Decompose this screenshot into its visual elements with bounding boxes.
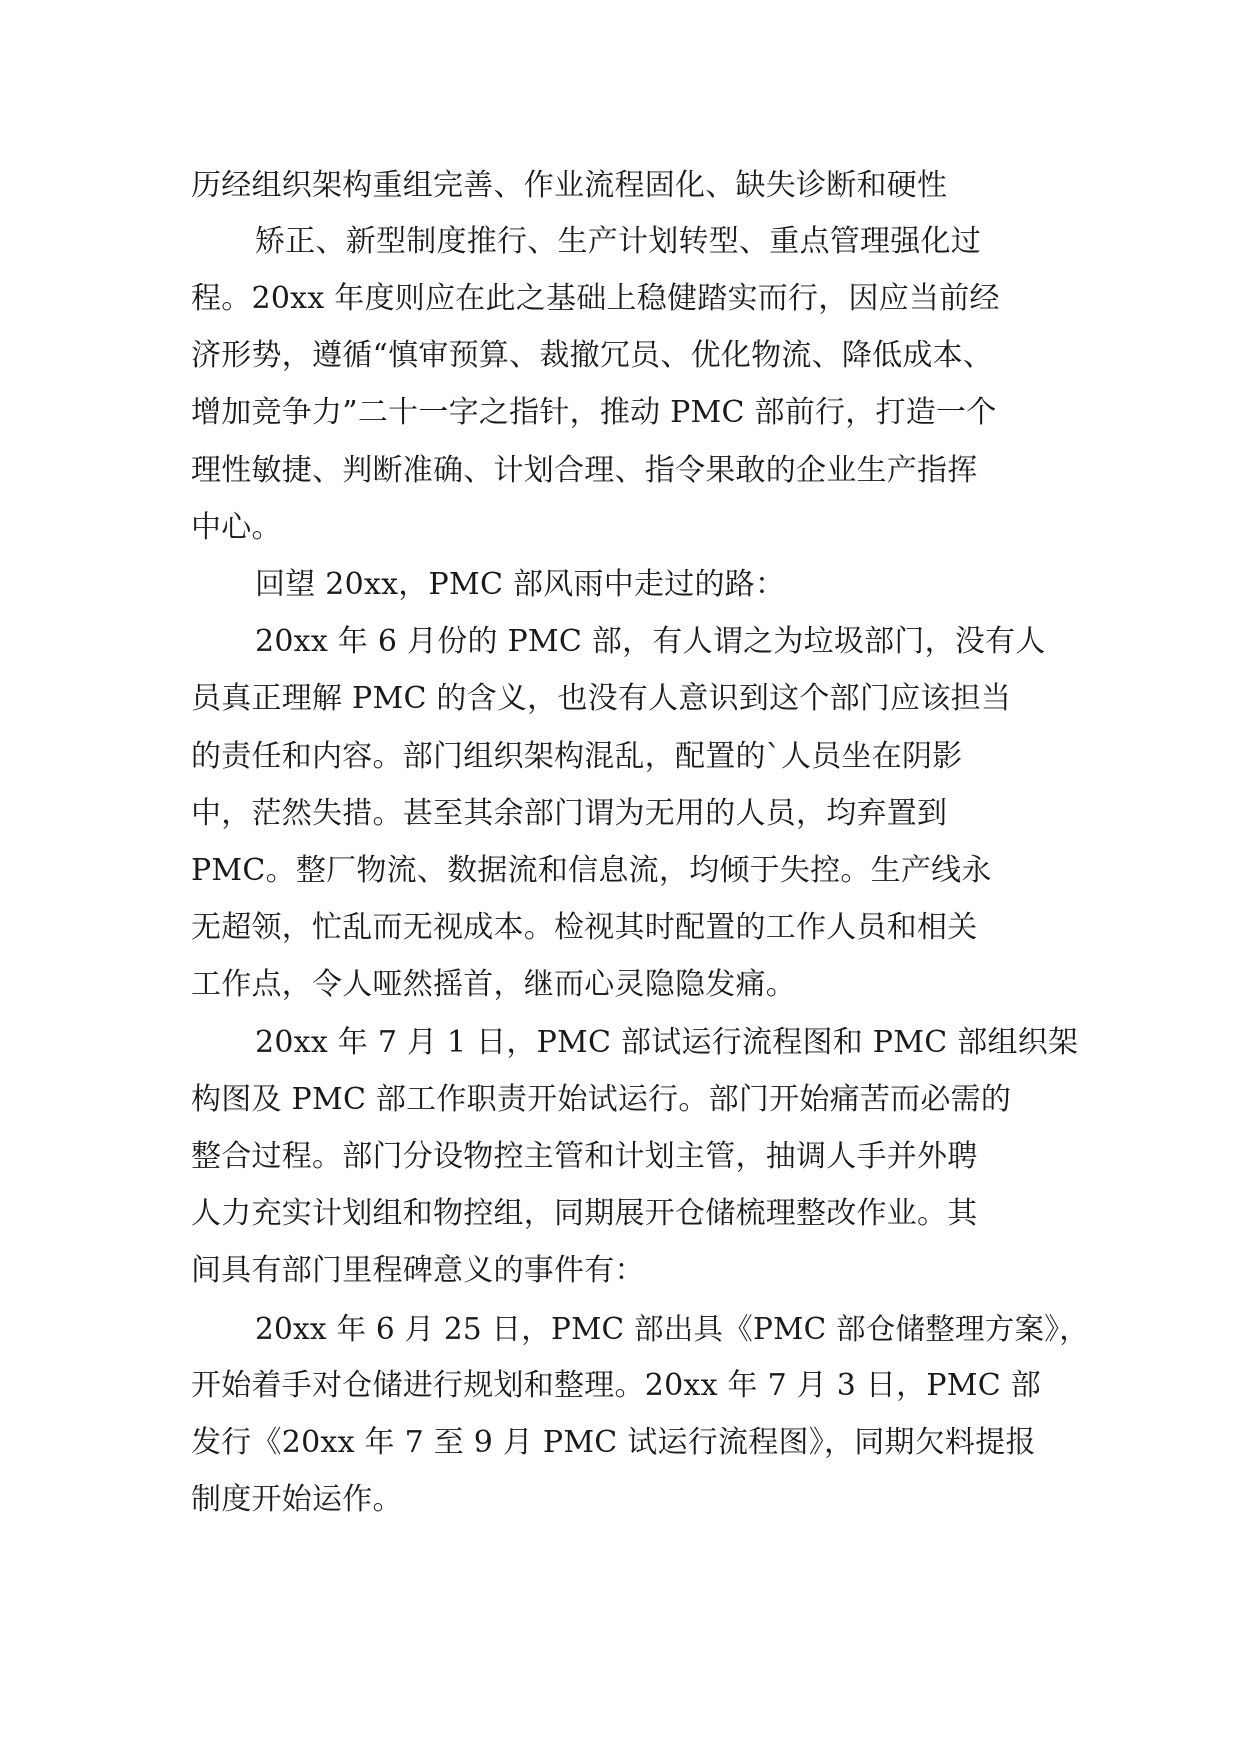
text-line: 理性敏捷、判断准确、计划合理、指令果敢的企业生产指挥 xyxy=(191,453,978,488)
text-line: 无超领，忙乱而无视成本。检视其时配置的工作人员和相关 xyxy=(191,910,978,945)
text-line: 程。20xx 年度则应在此之基础上稳健踏实而行，因应当前经 xyxy=(191,281,1000,316)
text-line: 20xx 年 6 月份的 PMC 部，有人谓之为垃圾部门，没有人 xyxy=(255,624,1046,659)
text-line: 济形势，遵循“慎审预算、裁撤冗员、优化物流、降低成本、 xyxy=(191,338,994,373)
text-line: 的责任和内容。部门组织架构混乱，配置的`人员坐在阴影 xyxy=(191,739,963,774)
text-line: 20xx 年 7 月 1 日，PMC 部试运行流程图和 PMC 部组织架 xyxy=(255,1025,1079,1060)
text-line: 员真正理解 PMC 的含义，也没有人意识到这个部门应该担当 xyxy=(191,681,1012,716)
text-line: 20xx 年 6 月 25 日，PMC 部出具《PMC 部仓储整理方案》， xyxy=(255,1312,1090,1346)
text-line: 工作点，令人哑然摇首，继而心灵隐隐发痛。 xyxy=(191,967,796,1002)
text-line: 矫正、新型制度推行、生产计划转型、重点管理强化过 xyxy=(255,224,981,259)
text-line: 开始着手对仓储进行规划和整理。20xx 年 7 月 3 日，PMC 部 xyxy=(191,1368,1042,1403)
text-line: PMC。整厂物流、数据流和信息流，均倾于失控。生产线永 xyxy=(191,853,992,888)
text-line: 回望 20xx，PMC 部风雨中走过的路： xyxy=(255,567,786,602)
text-line: 人力充实计划组和物控组，同期展开仓储梳理整改作业。其 xyxy=(191,1196,978,1231)
text-line: 发行《20xx 年 7 至 9 月 PMC 试运行流程图》，同期欠料提报 xyxy=(191,1425,1036,1460)
text-line: 中，茫然失措。甚至其余部门谓为无用的人员，均弃置到 xyxy=(191,796,948,831)
text-line: 构图及 PMC 部工作职责开始试运行。部门开始痛苦而必需的 xyxy=(191,1082,1012,1117)
text-line: 制度开始运作。 xyxy=(191,1482,403,1517)
text-line: 整合过程。部门分设物控主管和计划主管，抽调人手并外聘 xyxy=(191,1139,978,1174)
text-line: 增加竞争力”二十一字之指针，推动 PMC 部前行，打造一个 xyxy=(191,395,997,430)
text-line: 历经组织架构重组完善、作业流程固化、缺失诊断和硬性 xyxy=(191,168,948,203)
text-line: 中心。 xyxy=(191,510,282,545)
text-line: 间具有部门里程碑意义的事件有： xyxy=(191,1253,645,1288)
